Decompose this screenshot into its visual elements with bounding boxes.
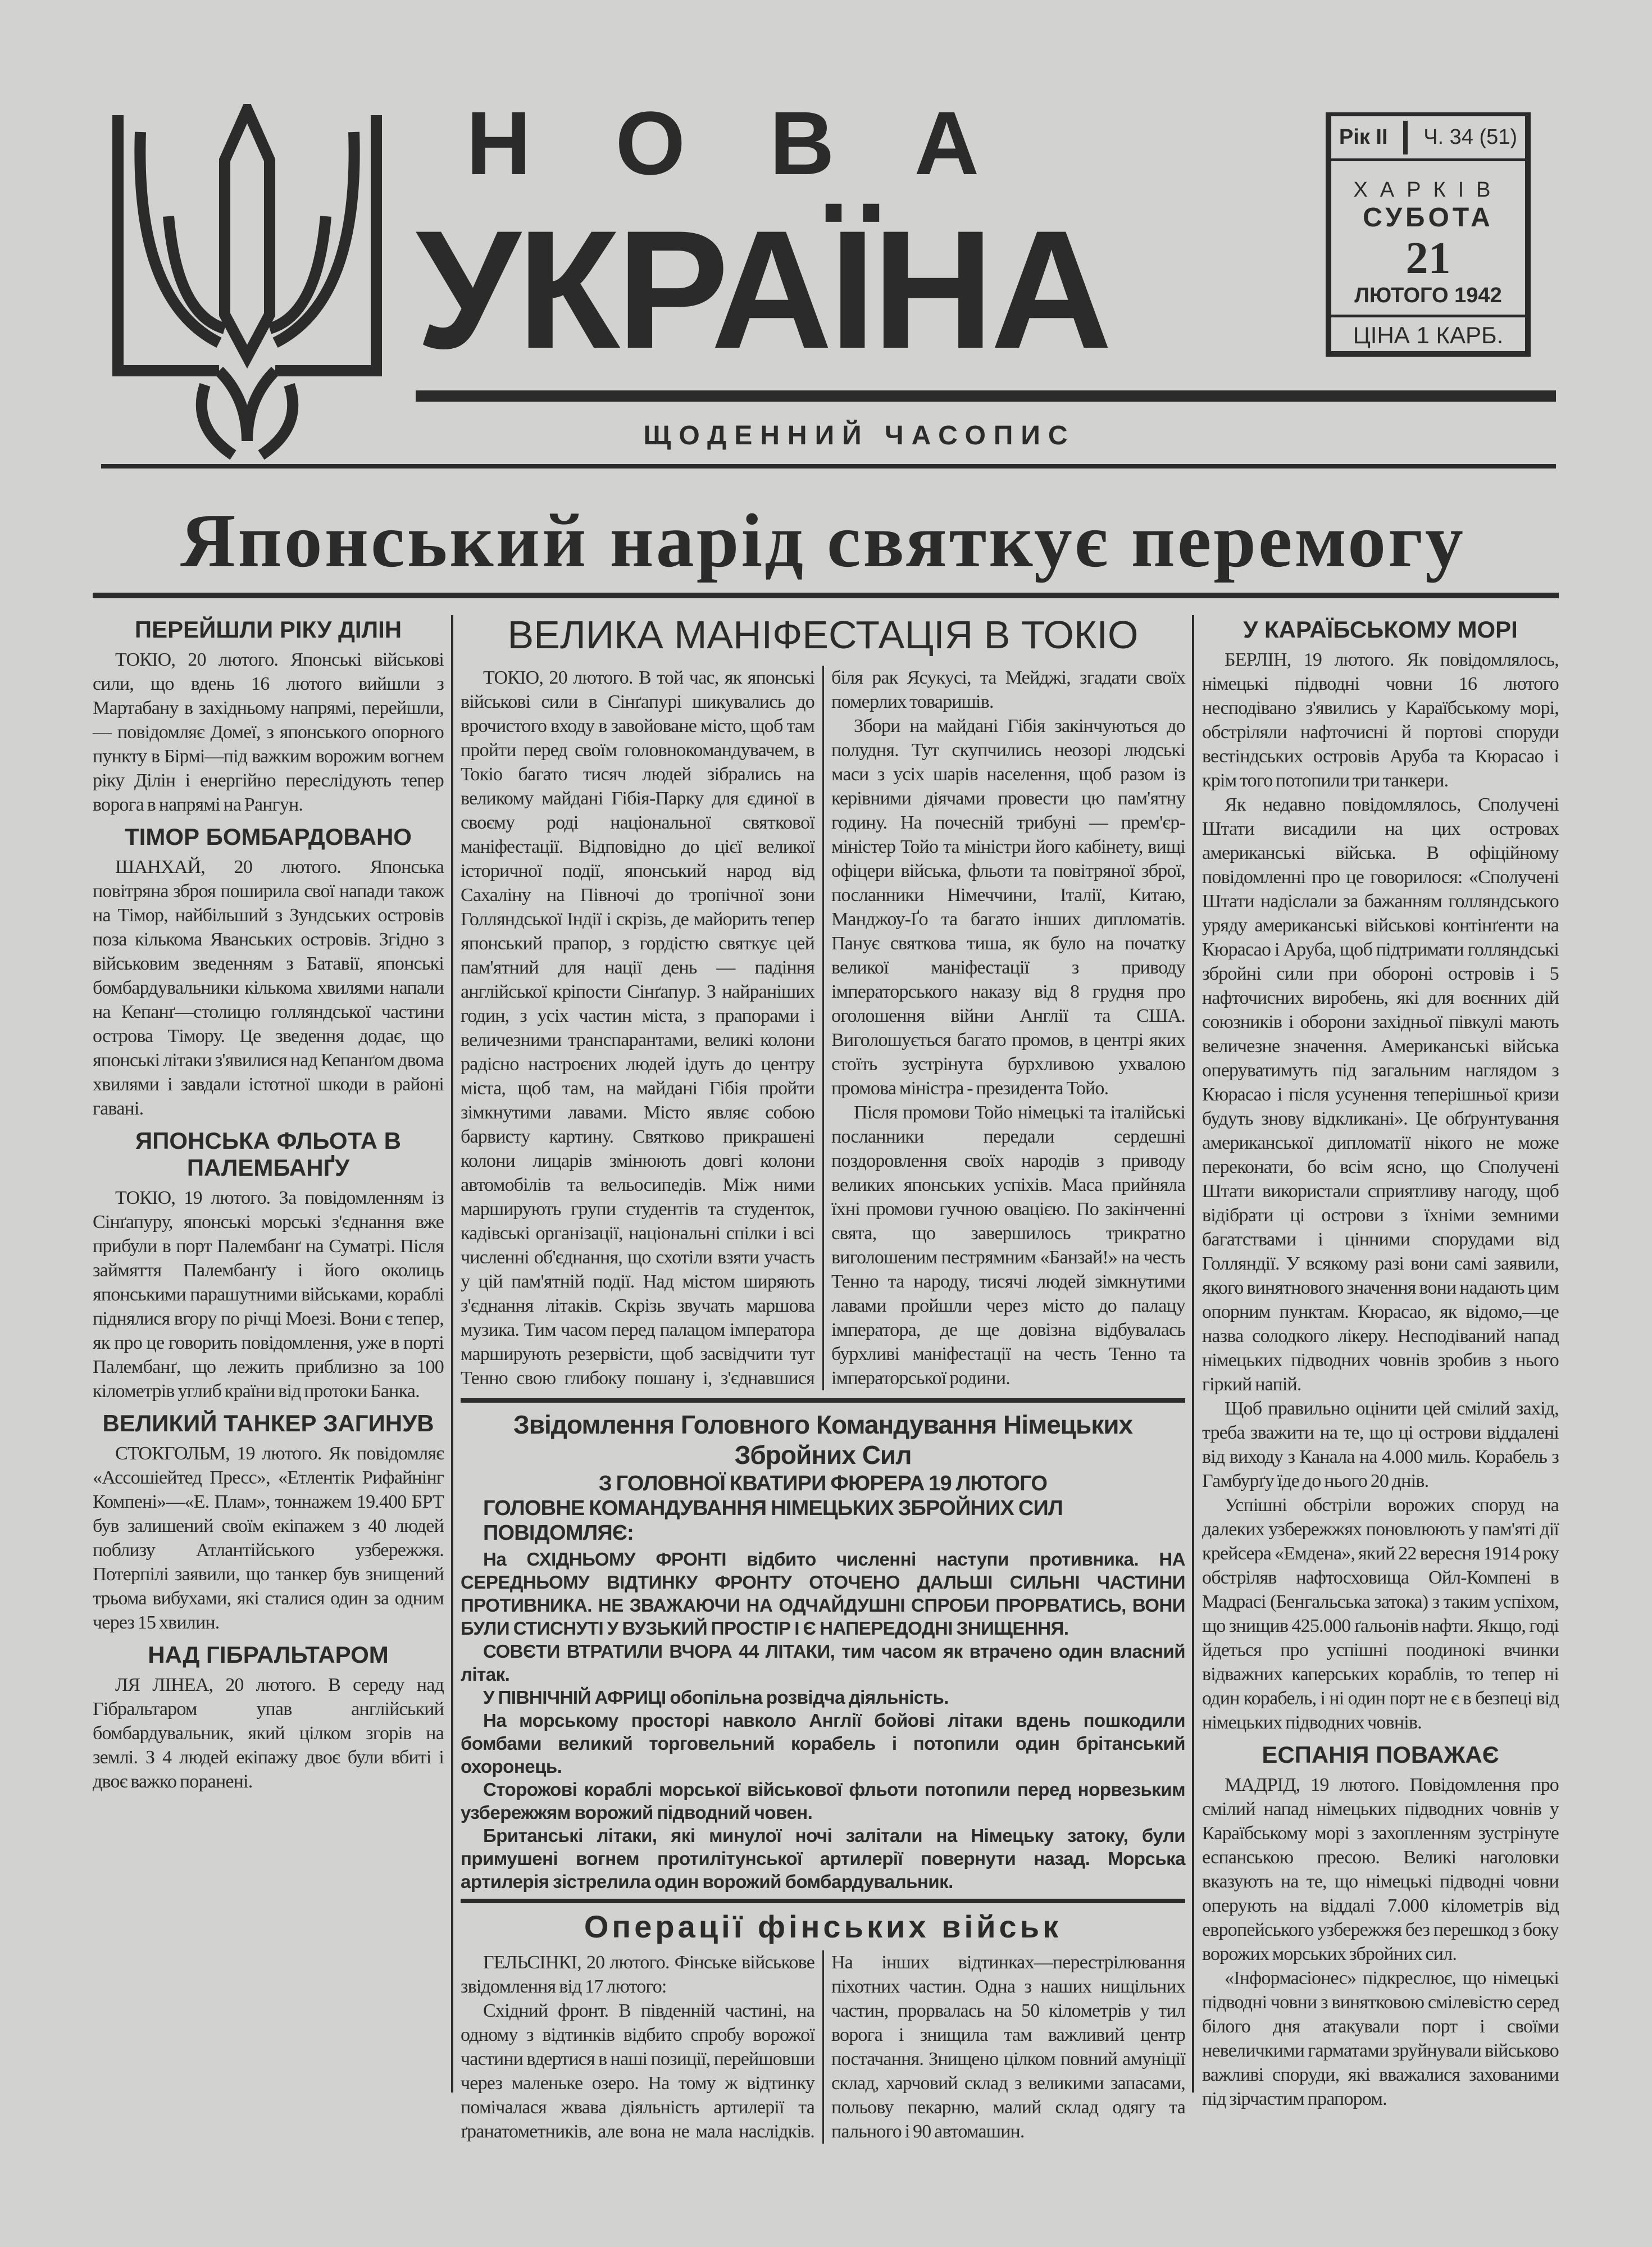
article-text: ШАНХАЙ, 20 лютого. Японська повітряна зброя поширила свої напади також на Тімор, найбільший з Зундських островів поза кількома Яванських островів. Згідно з військовим зведенням з Батавії, японські бомбардувальники кількома хвилями напали на Кепанґ—столицю голляндської частини острова Тімору. Це зведення додає, що японські літаки з'явилися над Кепанґом двома хвилями і завдали істотної шкоди в районі гавані.: [93, 857, 444, 1119]
article: [1202, 1741, 1559, 2111]
article-text: «Інформасіонес» підкреслює, що німецькі підводні човни з винятковою смілевістю серед білого дня атакували порт і своїми невеличкими гарматами зруйнували військово важливі споруди, які вважалися захованими під зірчастим прапором.: [1202, 1968, 1559, 2109]
article-text: Як недавно повідомлялось, Сполучені Штати висадили на цих островах американські війська. В офіційному повідомленні про це говорилося: «Сполучені Штати надіслали за бажанням голляндського уряду американські військові контінґенти на Кюрасао і Аруба, щоб підтримати голляндські збройні сили при обороні островів і 5 нафточисних виробень, які для воєнних дій союзників і оборони західньої півкулі мають величезне значення. Американські війська оперуватимуть під загальним наглядом з Кюрасао і після усунення теперішньої кризи будуть знову відкликані». Це обґрунтування американської дипломатії нікого не може переконати, бо всім ясно, що Сполучені Штати використали сприятливу нагоду, щоб відібрати ці острови з їхніми земними багатствами і цінними спорудами від Голляндії. У всякому разі вони самі заявили, якого винятнового значення вони надають цим опорним пунктам. Кюрасао, як відомо,—це назва солодкого лікеру. Несподіваний напад німецьких підводних човнів зробив з нього гіркий напій.: [1202, 794, 1559, 1395]
report-text: У ПІВНІЧНІЙ АФРИЦІ обопільна розвідча діяльність.: [483, 1687, 949, 1708]
article-title: ВЕЛИКА МАНІФЕСТАЦІЯ В ТОКІО: [507, 613, 1139, 657]
article-title: У КАРАЇБСЬКОМУ МОРІ: [1243, 616, 1518, 643]
article: [93, 1410, 444, 1635]
report-text: На СХІДНЬОМУ ФРОНТІ відбито численні наступи противника. НА СЕРЕДНЬОМУ ВІДТИНКУ ФРОНТУ ОТОЧЕНО ДАЛЬШІ СИЛЬНІ ЧАСТИНИ ПРОТИВНИКА. НЕ ЗВАЖАЮЧИ НА ОДЧАЙДУШНІ СПРОБИ ПРОРВАТИСЬ, ВОНИ БУЛИ СТИСНУТІ У ВУЗЬКИЙ ПРОСТІР І Є НАПЕРЕДОДНІ ЗНИЩЕННЯ.: [461, 1549, 1185, 1639]
article: [93, 824, 444, 1121]
article-title: ВЕЛИКИЙ ТАНКЕР ЗАГИНУВ: [102, 1410, 434, 1436]
column-divider: [451, 615, 453, 2093]
issue-number: Ч. 34 (51): [1423, 125, 1518, 149]
article-text: СТОКГОЛЬМ, 19 лютого. Як повідомляє «Ассошіейтед Пресс», «Етлентік Рифайнінг Компені»—«Е. Плам», тоннажем 19.400 БРТ був залишений своїм екіпажем з 40 людей поблизу Атлантійського узбережжя. Потерпілі заявили, що танкер був знищений трьома вибухами, які сталися один за одним через 15 хвилин.: [93, 1443, 444, 1633]
subtitle-rule: [101, 464, 1556, 468]
article: [93, 1127, 444, 1403]
article-text: МАДРІД, 19 лютого. Повідомлення про смілий напад німецьких підводних човнів у Караїбському морі з захопленням зустрінуте еспанською пресою. Великі наголовки вказують на те, що німецькі підводні човни оперують на віддалі 7.000 кілометрів від европейського узбережжя без перешкод з боку ворожих морських збройних сил.: [1202, 1775, 1559, 1964]
report-dateline: З ГОЛОВНОЇ КВАТИРИ ФЮРЕРА 19 ЛЮТОГО: [598, 1472, 1048, 1495]
article-title: НАД ГІБРАЛЬТАРОМ: [148, 1641, 389, 1668]
article-text: ТОКІО, 19 лютого. За повідомленням із Сінґапуру, японські морські з'єднання вже прибули в порт Палембанґ на Суматрі. Після займяття Палембанґу і його околиць японськими парашутними військами, кораблі піднялися вгору по річці Моезі. Вони є тепер, як про це говорить повідомлення, уже в порті Палембанґ, що лежить приблизно за 100 кілометрів углиб країни від протоки Банка.: [93, 1188, 444, 1402]
right-column: [1202, 609, 1559, 2111]
article-text: Східний фронт. В південній частині, на одному з відтинків відбито спробу ворожої частини вдертися в наші позиції, перейшовши через маленьке озеро. На тому ж відтинку помічалася жвава діяльність артилерії та ґранатометників, але вона не мала наслідків. На інших відтинках—перестрілювання піхотних частин. Одна з наших нищільних частин, прорвалась на 50 кілометрів у тил ворога і знищила там важливий центр постачання. Знищено цілком повний амуніції склад, харчовий склад з великими запасами, польову пекарню, малий склад одягу та пального і 90 автомашин.: [461, 1952, 1185, 2142]
article-text: Успішні обстріли ворожих споруд на далеких узбережжях поновлюють у пам'яті дії крейсера «Емдена», який 22 вересня 1914 року обстріляв нафтосховища Ойл-Компені в Мадрасі (Бенгальська затока) з таким успіхом, що знищив 425.000 ґальонів нафти. Якщо, годі йдеться про успішні поодинокі вчинки відважних каперських кораблів, то тепер ні один корабель, і ні один порт не є в безпеці від німецьких підводних човнів.: [1202, 1495, 1559, 1733]
column-divider: [1192, 615, 1194, 2093]
middle-column: [461, 609, 1185, 2144]
command-report: [461, 1398, 1185, 1903]
article-title: ЯПОНСЬКА ФЛЬОТА В ПАЛЕМБАНҐУ: [135, 1127, 401, 1181]
masthead-subtitle: ЩОДЕННИЙ ЧАСОПИС: [643, 421, 1076, 451]
article-title: Операції фінських військ: [584, 1909, 1062, 1944]
article-text: БЕРЛІН, 19 лютого. Як повідомлялось, німецькі підводні човни 16 лютого несподівано з'явились у Караїбському морі, обстріляли нафточисні й портові споруди вестіндських островів Аруба та Кюрасао і крім того потопили три танкери.: [1202, 649, 1559, 791]
main-headline: Японський нарід святкує перемогу: [180, 499, 1466, 583]
masthead-title-top: НОВА: [466, 93, 1064, 193]
city: ХАРКІВ: [1353, 178, 1503, 202]
article: [93, 616, 444, 817]
article-text: Щоб правильно оцінити цей смілий захід, треба зважити на те, що ці острови віддалені від виходу з Канала на 4.000 миль. Корабель з Гамбурґу їде до нього 20 днів.: [1202, 1398, 1559, 1491]
day-number: 21: [1405, 234, 1451, 283]
report-text: Британські літаки, які минулої ночі залітали на Німецьку затоку, були примушені вогнем протилітунської артилерії повернути назад. Морська артилерія зістрелила один ворожий бомбардувальник.: [461, 1825, 1185, 1892]
report-title: Звідомлення Головного Командування Німецьких Збройних Сил: [513, 1410, 1133, 1470]
report-text: Сторожові кораблі морської військової фльоти потопили перед норвезьким узбережжям ворожий підводний човен.: [461, 1779, 1185, 1823]
article: [1202, 616, 1559, 1735]
article-text: ГЕЛЬСІНКІ, 20 лютого. Фінське військове звідомлення від 17 лютого:: [461, 1952, 814, 1997]
article-text: ЛЯ ЛІНЕА, 20 лютого. В середу над Гібральтаром упав англійський бомбардувальник, який цілком згорів на землі. З 4 людей екіпажу двоє були вбиті і двоє важко поранені.: [93, 1675, 444, 1792]
month-year: ЛЮТОГО 1942: [1331, 284, 1525, 317]
article-title: ЕСПАНІЯ ПОВАЖАЄ: [1262, 1741, 1499, 1768]
headline-rule: [93, 593, 1559, 598]
article-text: ТОКІО, 20 лютого. В той час, як японські військові сили в Сінґапурі шикувались до врочистого входу в завойоване місто, щоб там пройти перед своїм головнокомандувачем, в Токіо багато тисяч людей зібрались на великому майдані Гібія-Парку для єдиної в своєму роді національної святкової маніфестації. Відповідно до цієї великої історичної події, японський народ від Сахаліну на Півночі до тропічної зони Голляндської Індії і скрізь, де майорить тепер японський прапор, з гордістю святкує цей пам'ятний для нації день — падіння англійської кріпости Сінґапур. З найраніших годин, з усіх частин міста, з прапорами і величезними транспарантами, великі колони радісно настроєних людей ідуть до центру міста, щоб там, на майдані Гібія пройти зімкнутими лавами. Місто являє собою барвисту картину. Святково прикрашені колони лицарів змінюють довгі колони автомобілів та вельосипедів. Між ними марширують групи студентів та студенток, кадівські організації, національні спілки і всі численні об'єднання, що схотіли взяти участь у цій пам'ятній події. Над містом ширяють з'єднання літаків. Скрізь звучать маршова музика. Тим часом перед палацом імператора марширують резервісти, щоб засвідчити тут Тенно свою глибоку пошану і, з'єднавшися біля рак Ясукусі, та Мейджі, згадати своїх померлих товаришів.: [461, 667, 1185, 1389]
year-label: Рік II: [1339, 125, 1388, 149]
left-column: [93, 609, 444, 1794]
report-text: СОВЄТИ ВТРАТИЛИ ВЧОРА 44 ЛІТАКИ, тим часом як втрачено один власний літак.: [461, 1641, 1185, 1685]
issue-info-box: [1326, 112, 1531, 357]
article-text: Збори на майдані Гібія закінчуються до полудня. Тут скупчились неозорі людські маси з усіх шарів населення, щоб разом із керівними діячами провести цю пам'ятну годину. На почесній трибуні — прем'єр-міністер Тойо та міністри його кабінету, вищі офіцери війська, фльоти та повітряної зброї, посланники Німеччини, Італії, Китаю, Манджоу-Ґо та багато інших дипломатів. Панує святкова тиша, як було на початку великої маніфестації з приводу імператорського наказу від 8 грудня про оголошення війни Англії та США. Виголошується багато промов, в центрі яких стоїть зустрінута бурхливою ухвалою промова міністра - президента Тойо.: [831, 716, 1185, 1099]
article: [93, 1641, 444, 1794]
tokyo-article: [461, 613, 1185, 1390]
article-body: [461, 1950, 1185, 2144]
masthead-rule: [416, 390, 1556, 402]
article-body: [461, 666, 1185, 1390]
article-title: ТІМОР БОМБАРДОВАНО: [125, 824, 412, 850]
report-intro: ГОЛОВНЕ КОМАНДУВАННЯ НІМЕЦЬКИХ ЗБРОЙНИХ СИЛ ПОВІДОМЛЯЄ:: [483, 1497, 1063, 1545]
weekday: СУБОТА: [1363, 203, 1494, 233]
article-text: Після промови Тойо німецькі та італійські посланники передали сердешні поздоровлення своїх народів з приводу великих японських успіхів. Маса прийняла їхні промови гучною овацією. По закінченні свята, що завершилось трикратно виголошеним пестрямним «Банзай!» на честь Тенно та народу, тисячі людей зімкнутими лавами пройшли через місто до палацу імператора, де ще довізна відбувалась бурхливі маніфестації на честь Тенно та імператорської родини.: [831, 1102, 1185, 1389]
article-text: ТОКІО, 20 лютого. Японські військові сили, що вдень 16 лютого вийшли з Мартабану в західньому напрямі, перейшли, — повідомляє Домеї, з японського опорного пункту в Бірмі—під важким ворожим вогнем ріку Ділін і енергійно переслідують тепер ворога в напрямі на Рангун.: [93, 649, 444, 815]
report-text: На морському просторі навколо Англії бойові літаки вдень пошкодили бомбами великий торговельний корабель і потопили один брітанський охоронець.: [461, 1710, 1185, 1777]
article-title: ПЕРЕЙШЛИ РІКУ ДІЛІН: [134, 616, 402, 643]
price: ЦІНА 1 КАРБ.: [1353, 322, 1504, 348]
masthead-title: УКРАЇНА: [416, 195, 1109, 384]
finnish-article: [461, 1909, 1185, 2144]
